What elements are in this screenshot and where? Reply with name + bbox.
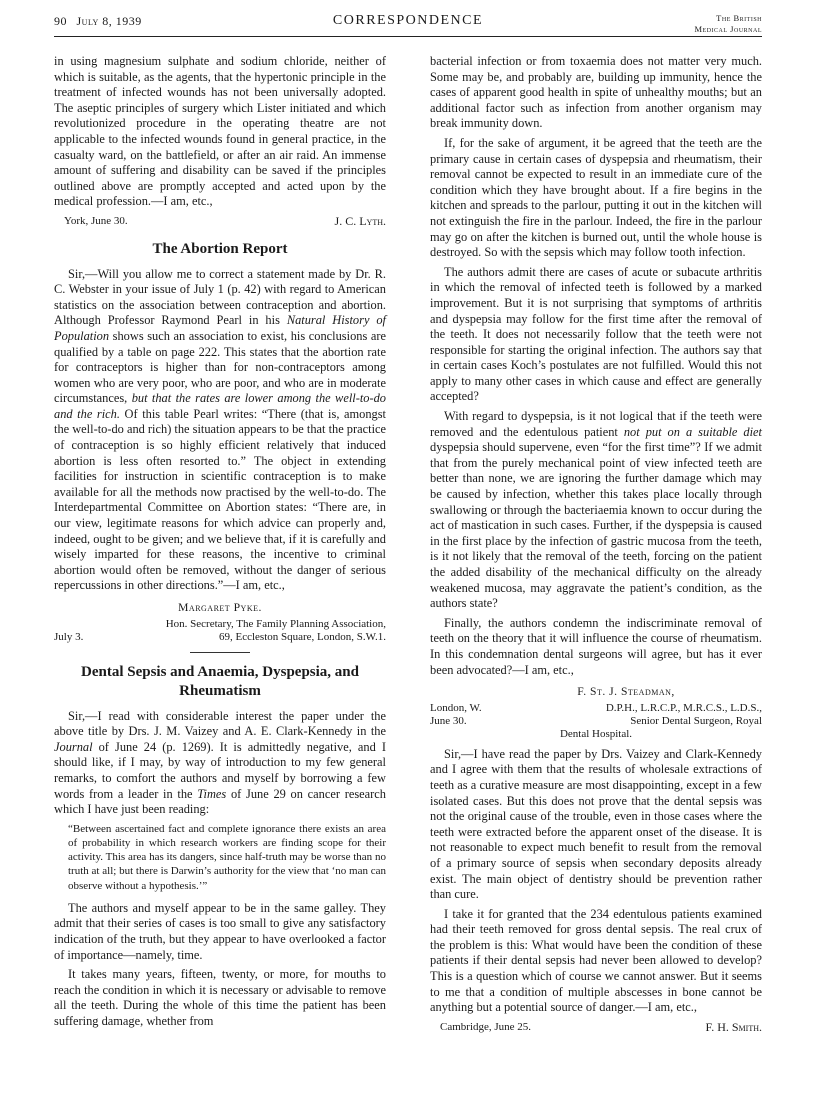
letter-continuation: in using magnesium sulphate and sodium chloride, neither of which is suitable, as the agents, that the hypertonic principle in the treatment of infected wounds has not been universally adopted. The aseptic principles of surgery which Lister initiated and which revolutionized procedure in the operating theatre are not applicable to the infected wounds found in general practice, in the casualty ward, on the battlefield, or after an air raid. An immense amount of suffering and disability can be saved if the principles outlined above are promptly accepted and acted upon by the medical profession.—I am, etc., [54,54,386,209]
signature-place: Cambridge, June 25. [440,1020,532,1033]
signature-address: 69, Eccleston Square, London, S.W.1. [218,630,386,643]
dental-paragraph-6 [430,409,762,612]
page-number: 90 [54,14,67,28]
signature-name: J. C. Lyth. [334,213,386,228]
journal-title: Journal [54,739,93,754]
signature-date: July 3. [54,630,84,643]
emphasis: not put on a suitable diet [623,424,763,439]
smith-paragraph-1: Sir,—I have read the paper by Drs. Vaizey and Clark-Kennedy and I agree with them that the results of wholesale extractions of teeth as a curative measure are most disappointing, except in a few isolated cases. But this does not prove that the dental sepsis was not the original cause of the trouble, even in those cases where the teeth were extracted before the apparent onset of the disease. It is not reasonable to expect much benefit to result from the removal of a primary source of sepsis when secondary deposits already exist. The main object of dentistry should be prevention rather than cure. [430,746,762,902]
dental-paragraph-1 [54,709,386,818]
issue-date: July 8, 1939 [76,14,142,28]
left-column [54,54,386,1034]
journal-name-line1: The British [716,13,762,23]
signature-steadman [430,702,762,741]
newspaper-title: Times [197,786,227,801]
text-run: Of this table Pearl writes: “There (that is, amongst the well-to-do and rich) the situation appears to be that the practice of contraception is so highly efficient relatively that induced abortion is less often resorted to.” The object in extending facilities for instruction in scientific contraception is to make available for all the methods now practised by the well-to-do. The Interdepartmental Committee on Abortion states: “There are, in our view, legitimate reasons for which advice can properly and, indeed, ought to be given; and we believe that, if it is carefully and wisely imparted for these reasons, the incentive to criminal abortion would often be removed, without the danger of serious repercussions in other directions.”—I am, etc., [54,406,387,593]
journal-name [695,13,763,35]
abortion-paragraph [54,267,386,594]
right-column [430,54,762,1041]
signature-role-2: Dental Hospital. [559,727,633,740]
smith-paragraph-2: I take it for granted that the 234 edentulous patients examined had their teeth removed for gross dental sepsis. The real crux of the problem is this: What would have been the condition of these patients if their dental sepsis had never been allowed to develop? This is a question which of course we cannot answer. But it seems to me that a condition of multiple abscesses in bone cannot be anything but a potential source of danger.—I am, etc., [430,906,762,1015]
signature-date: June 30. [430,714,467,727]
text-run: of June 29 on cancer research which I have just been reading: [54,786,386,817]
text-run: shows such an association to exist, his conclusions are qualified by a table on page 222. This states that the abortion rate for contraceptors is higher than for non-contraceptors among women who are very poor, who are poor, and who are in moderate circumstances, [54,328,386,406]
signature-smith [430,1020,762,1036]
header-rule [54,36,762,37]
emphasis: but that the rates are lower among the well-to-do and the rich. [54,391,386,421]
dental-paragraph-7: Finally, the authors condemn the indiscriminate removal of teeth on the theory that it will influence the course of rheumatism. In this condemnation dental surgeons will agree, but has it ever been advocated?—I am, etc., [430,615,762,677]
signature-role: Senior Dental Surgeon, Royal [630,714,762,727]
journal-name-line2: Medical Journal [694,24,762,34]
signature-title: Hon. Secretary, The Family Planning Association, [165,617,386,630]
signature-place: York, June 30. [64,214,128,227]
page-header [54,10,762,52]
signature-place: London, W. [430,701,482,714]
signature-qualifications: D.P.H., L.R.C.P., M.R.C.S., L.D.S., [605,701,762,714]
text-run: Sir,—I read with considerable interest the paper under the above title by Drs. J. M. Vaizey and A. E. Clark-Kennedy in the [54,708,386,739]
text-run: of June 24 (p. 1269). It is admittedly negative, and I should like, if I may, by way of introduction to my few general remarks, to comfort the authors and myself by borrowing a few words from a leader in the [54,739,386,801]
section-divider [190,652,250,653]
dental-continuation: bacterial infection or from toxaemia does not matter very much. Some may be, and probably are, building up immunity, hence the cases of apparent good health in spite of unhealthy mouths; but an additional factor such as infection from another organism may break immunity down. [430,54,762,131]
heading-dental-sepsis: Dental Sepsis and Anaemia, Dyspepsia, and Rheumatism [81,663,359,699]
dental-paragraph-4: If, for the sake of argument, it be agreed that the teeth are the primary cause in certain cases of dyspepsia and rheumatism, their removal cannot be expected to result in an immediate cure of the condition which they have brought about. If a fire begins in the kitchen and spreads to the parlour, putting it out in the kitchen will not extinguish the fire in the parlour. Indeed, the fire in the parlour may go on after the kitchen is burned out, until the whole house is destroyed. So with the sepsis which may follow tooth infection. [430,135,762,260]
text-run: With regard to dyspepsia, is it not logical that if the teeth were removed and the edentulous patient [430,409,762,439]
text-run: Sir,—Will you allow me to correct a statement made by Dr. R. C. Webster in your issue of July 1 (p. 42) with regard to American statistics on the association between contraception and abortion. Although Professor Raymond Pearl in his [54,266,386,328]
dental-paragraph-5: The authors admit there are cases of acute or subacute arthritis in which the removal of infected teeth is followed by a marked improvement. But it is not surprising that symptoms of arthritis and dyspepsia may follow for the first time after the removal of the teeth. It does not necessarily follow that the teeth were not responsible for starting the original infection. The authors say that in certain cases Koch’s postulates are not fulfilled. Would this not apply to many other cases in which cause and effect are generally accepted? [430,264,762,404]
signature-pyke-name: Margaret Pyke. [178,601,262,614]
signature-lyth [54,214,386,230]
signature-name: F. H. Smith. [705,1019,762,1034]
signature-pyke [54,618,386,644]
section-title: CORRESPONDENCE [332,13,484,28]
text-run: dyspepsia should supervene, even “for the first time”? If we admit that from the purely mechanical point of view infected teeth are better than none, we are ignoring the further damage which may be caused by infection, whether this takes place locally through swallowing or through the bacteriaemia known to occur during the act of mastication in such cases. Further, if the dyspepsia is caused in the first place by the infection of gastric mucosa from the teeth, is it not likely that the removal of the teeth, forcing on the patient the added disability of the mechanical difficulty on the already weakened mucosa, may aggravate the patient’s condition, as the authors state? [430,440,762,611]
signature-steadman-name: F. St. J. Steadman, [577,685,675,699]
dental-paragraph-3: It takes many years, fifteen, twenty, or more, for mouths to reach the condition in which it is necessary or advisable to remove all the teeth. During the whole of this time the patient has been suffering damage, whether from [54,967,386,1028]
heading-abortion-report: The Abortion Report [152,240,288,257]
book-title: Natural History of Population [54,313,386,343]
dental-paragraph-2: The authors and myself appear to be in the same galley. They admit that their series of cases is too small to give any satisfactory indication of the truth, but they appear to have overlooked a factor of importance—namely, time. [54,900,386,962]
block-quote: “Between ascertained fact and complete ignorance there exists an area of probability in which research workers are finding scope for their activity. This area has its dangers, since half-truth may be worse than no truth at all; but there is Darwin’s authority for the view that ‘no man can observe without a hypothesis.’” [68,822,386,892]
